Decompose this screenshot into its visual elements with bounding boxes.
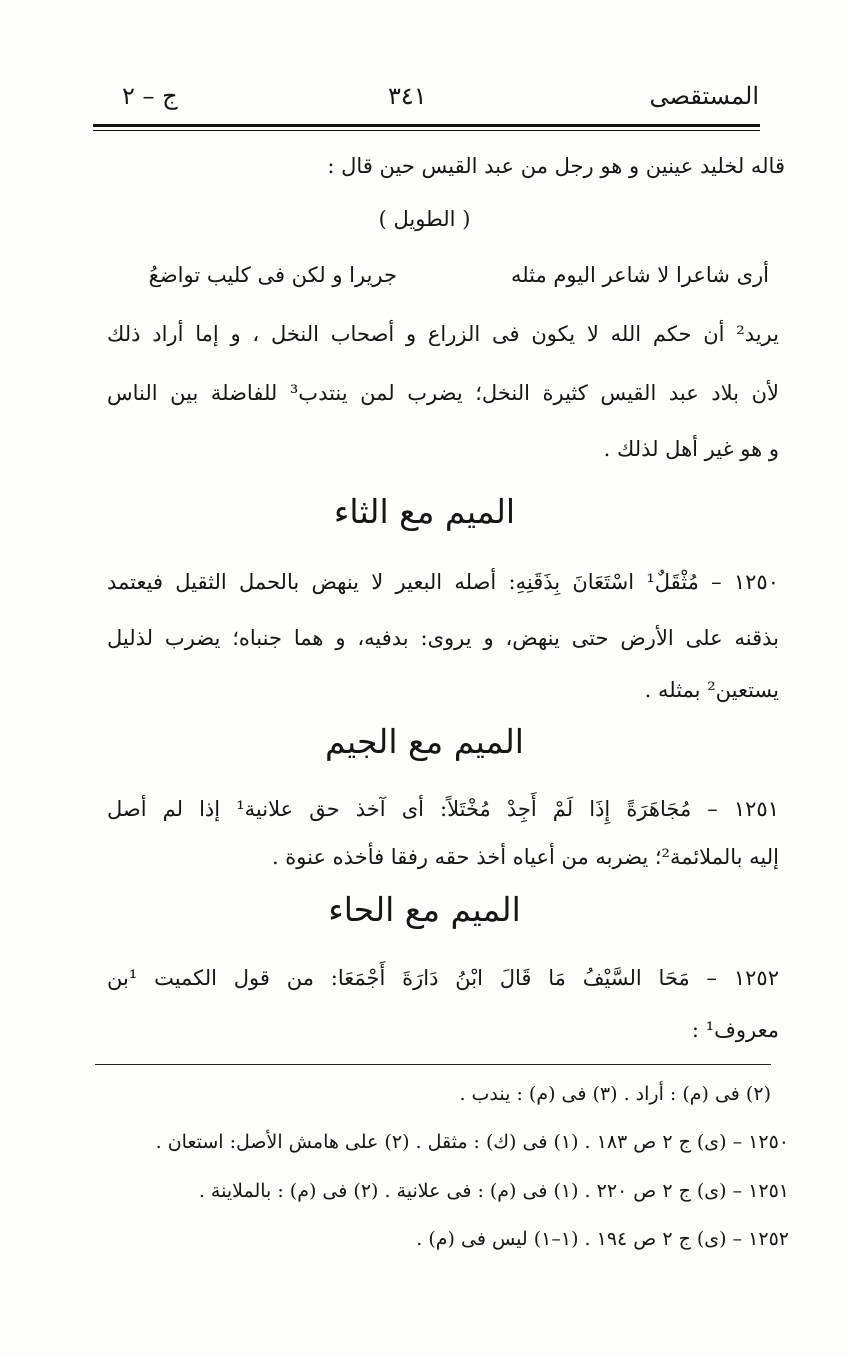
entry-line: ١٢٥١ – مُجَاهَرَةً إِذَا لَمْ أَجِدْ مُخْتَلاً: أى آخذ حق علانية¹ إذا لم أصل xyxy=(107,797,779,821)
page-number: ٣٤١ xyxy=(388,82,427,110)
footnote-line: ١٢٥١ – (ى) ج ٢ ص ٢٢٠ . (١) فى (م) : فى علانية . (٢) فى (م) : بالملاينة . xyxy=(198,1180,789,1202)
section-heading: الميم مع الجيم xyxy=(325,722,524,761)
entry-line: إليه بالملائمة²؛ يضربه من أعياه أخذ حقه رفقا فأخذه عنوة . xyxy=(271,845,779,869)
section-heading: الميم مع الثاء xyxy=(333,492,516,531)
entry-line: ١٢٥٢ – مَحَا السَّيْفُ مَا قَالَ ابْنُ دَارَةَ أَجْمَعَا: من قول الكميت ¹بن xyxy=(107,966,779,990)
volume-label: ج – ٢ xyxy=(122,82,178,110)
entry-line: ١٢٥٠ – مُثْقَلٌ¹ اسْتَعَانَ بِذَقَنِهِ: أصله البعير لا ينهض بالحمل الثقيل فيعتمد xyxy=(107,570,779,594)
verse-hemistich-2: جريرا و لكن فى كليب تواضعُ xyxy=(148,263,397,287)
footnote-line: ١٢٥٠ – (ى) ج ٢ ص ١٨٣ . (١) فى (ك) : مثقل . (٢) على هامش الأصل: استعان . xyxy=(155,1131,789,1153)
meter-label: ( الطويل ) xyxy=(378,207,471,231)
paragraph-line: و هو غير أهل لذلك . xyxy=(603,437,779,461)
footnote-rule xyxy=(95,1064,771,1065)
footnote-line: (٢) فى (م) : أراد . (٣) فى (م) : يندب . xyxy=(459,1083,771,1105)
paragraph-line: يريد² أن حكم الله لا يكون فى الزراع و أصحاب النخل ، و إما أراد ذلك xyxy=(107,322,779,346)
section-heading: الميم مع الحاء xyxy=(328,890,521,929)
header-rule xyxy=(93,124,760,127)
entry-line: بذقنه على الأرض حتى ينهض، و يروى: بدفيه، و هما جنباه؛ يضرب لذليل xyxy=(107,626,779,650)
entry-line: يستعين² بمثله . xyxy=(644,678,779,702)
header-rule-thin xyxy=(93,130,760,131)
footnote-line: ١٢٥٢ – (ى) ج ٢ ص ١٩٤ . (١–١) ليس فى (م) . xyxy=(416,1228,789,1250)
entry-line: معروف¹ : xyxy=(691,1018,779,1042)
running-title: المستقصى xyxy=(649,82,759,110)
verse-hemistich-1: أرى شاعرا لا شاعر اليوم مثله xyxy=(510,263,769,287)
paragraph-line: لأن بلاد عبد القيس كثيرة النخل؛ يضرب لمن ينتدب³ للفاضلة بين الناس xyxy=(107,381,779,405)
intro-line: قاله لخليد عينين و هو رجل من عبد القيس حين قال : xyxy=(327,154,785,178)
